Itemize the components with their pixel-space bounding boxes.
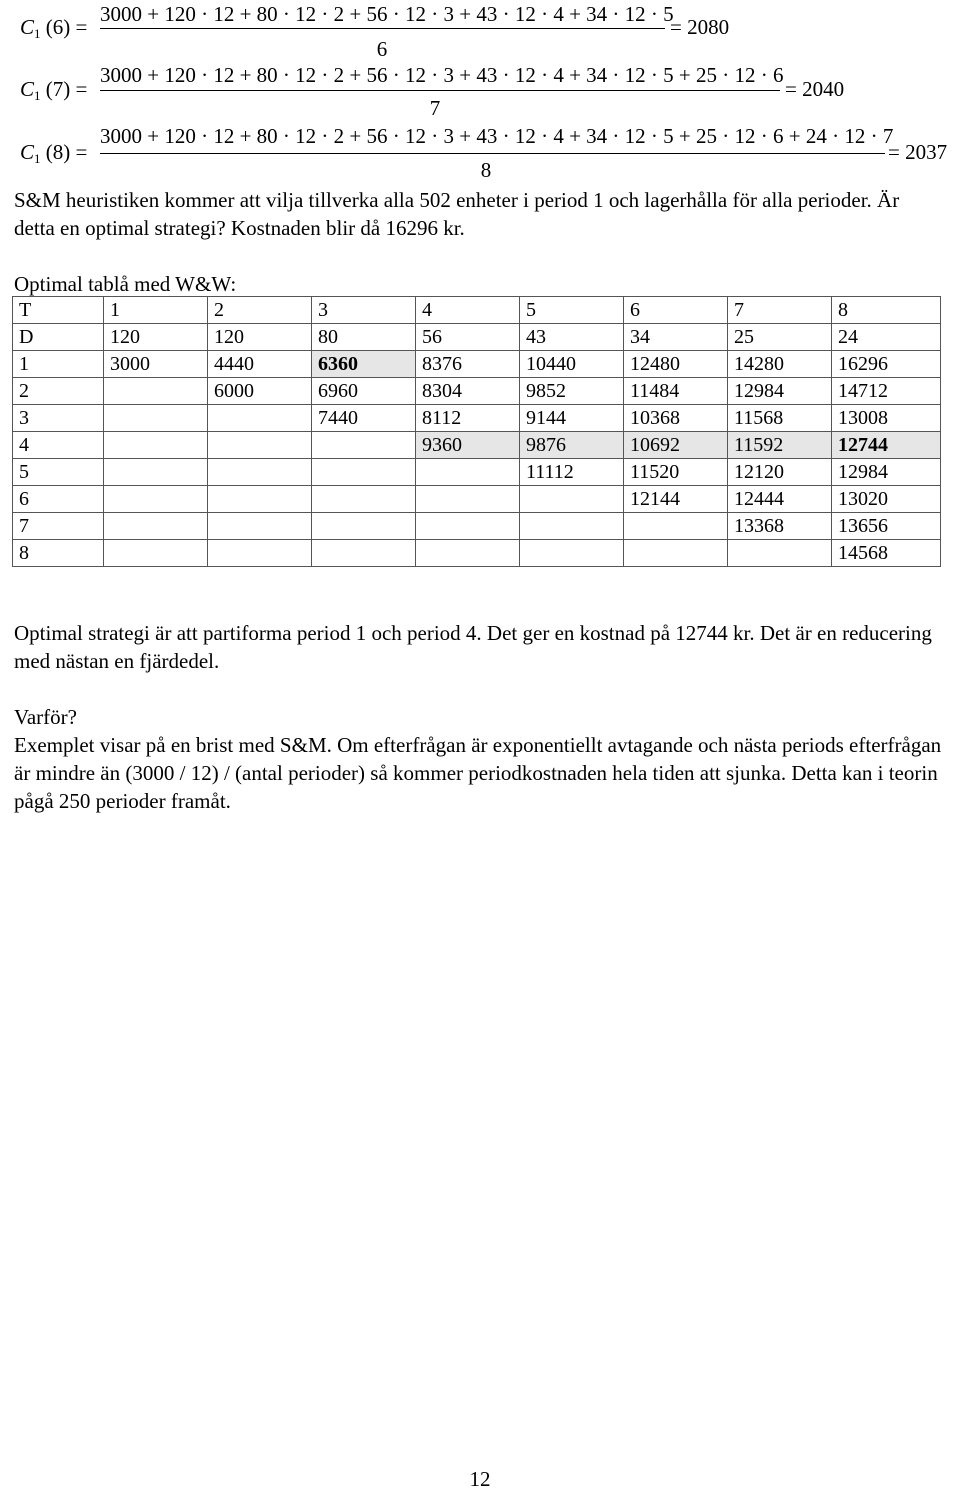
equation-c-symbol: C xyxy=(20,140,35,164)
table-cell: 12744 xyxy=(832,432,941,459)
table-cell xyxy=(208,513,312,540)
equation-denominator: 8 xyxy=(480,158,492,182)
table-cell xyxy=(104,432,208,459)
equation-result: = 2040 xyxy=(785,77,845,101)
table-cell: 13368 xyxy=(728,513,832,540)
table-row xyxy=(13,486,941,513)
table-row xyxy=(13,459,941,486)
fraction-bar xyxy=(100,153,885,154)
table-cell: 34 xyxy=(624,324,728,351)
table-cell xyxy=(312,486,416,513)
table-row-label: 8 xyxy=(13,540,104,567)
table-cell xyxy=(208,405,312,432)
table-cell: 8112 xyxy=(416,405,520,432)
table-cell: 8304 xyxy=(416,378,520,405)
table-cell xyxy=(104,486,208,513)
table-cell: 3000 xyxy=(104,351,208,378)
table-cell: 6360 xyxy=(312,351,416,378)
table-cell xyxy=(104,459,208,486)
table-cell: 8376 xyxy=(416,351,520,378)
table-row xyxy=(13,540,941,567)
table-cell: 12984 xyxy=(832,459,941,486)
table-cell xyxy=(520,513,624,540)
table-cell: 9360 xyxy=(416,432,520,459)
sm-heuristic-paragraph: S&M heuristiken kommer att vilja tillverka alla 502 enheter i period 1 och lagerhålla för alla perioder. Är detta en optimal strategi? Kostnaden blir då 16296 kr. xyxy=(14,188,900,240)
table-cell: 43 xyxy=(520,324,624,351)
table-row xyxy=(13,324,941,351)
table-cell: 80 xyxy=(312,324,416,351)
table-cell: 25 xyxy=(728,324,832,351)
table-cell: 9144 xyxy=(520,405,624,432)
equation-c-symbol: C xyxy=(20,15,35,39)
table-cell: 7440 xyxy=(312,405,416,432)
table-cell: 12120 xyxy=(728,459,832,486)
table-cell: 6960 xyxy=(312,378,416,405)
table-row-label: 7 xyxy=(13,513,104,540)
equation-numerator: 3000 + 120 · 12 + 80 · 12 · 2 + 56 · 12 · 3 + 43 · 12 · 4 + 34 · 12 · 5 + 25 · 12 · 6 xyxy=(100,63,784,87)
table-row-label: 2 xyxy=(13,378,104,405)
table-cell xyxy=(416,540,520,567)
table-cell xyxy=(104,405,208,432)
table-row xyxy=(13,351,941,378)
table-cell xyxy=(104,513,208,540)
table-cell: 16296 xyxy=(832,351,941,378)
table-cell xyxy=(312,432,416,459)
table-header-row xyxy=(13,297,941,324)
table-row-label: 4 xyxy=(13,432,104,459)
equation-subscript: 1 xyxy=(34,151,41,166)
table-row-label: 5 xyxy=(13,459,104,486)
table-cell xyxy=(104,540,208,567)
table-cell xyxy=(208,540,312,567)
table-cell: 13656 xyxy=(832,513,941,540)
table-cell xyxy=(520,540,624,567)
table-cell: 9876 xyxy=(520,432,624,459)
table-cell: 4440 xyxy=(208,351,312,378)
table-row-label: 3 xyxy=(13,405,104,432)
table-cell xyxy=(416,513,520,540)
table-cell: 10692 xyxy=(624,432,728,459)
table-cell xyxy=(312,459,416,486)
table-cell: 12984 xyxy=(728,378,832,405)
table-cell: 11592 xyxy=(728,432,832,459)
table-cell: 14712 xyxy=(832,378,941,405)
table-caption: Optimal tablå med W&W: xyxy=(14,272,237,296)
equation-result: = 2080 xyxy=(670,15,730,39)
table-cell: 11112 xyxy=(520,459,624,486)
table-cell: 6 xyxy=(624,297,728,324)
equation-subscript: 1 xyxy=(34,26,41,41)
table-row xyxy=(13,378,941,405)
table-cell xyxy=(728,540,832,567)
equation-lhs xyxy=(20,142,87,165)
table-cell: 11568 xyxy=(728,405,832,432)
equation-result: = 2037 xyxy=(888,140,948,164)
table-cell: 14568 xyxy=(832,540,941,567)
fraction-bar xyxy=(100,90,780,91)
table-cell: 3 xyxy=(312,297,416,324)
table-cell: 56 xyxy=(416,324,520,351)
table-cell: 13020 xyxy=(832,486,941,513)
table-cell: 10440 xyxy=(520,351,624,378)
explanation-paragraph: Exemplet visar på en brist med S&M. Om efterfrågan är exponentiellt avtagande och nästa periods efterfrågan är mindre än (3000 / 12) / (antal perioder) så kommer periodkostnaden hela tiden att sjunka. Detta kan i teorin pågå 250 perioder framåt. xyxy=(14,733,942,813)
table-cell xyxy=(208,459,312,486)
table-cell: 12144 xyxy=(624,486,728,513)
table-cell: 13008 xyxy=(832,405,941,432)
equation-numerator: 3000 + 120 · 12 + 80 · 12 · 2 + 56 · 12 · 3 + 43 · 12 · 4 + 34 · 12 · 5 + 25 · 12 · 6 + 24 · 12 · 7 xyxy=(100,124,894,148)
conclusion-paragraph: Optimal strategi är att partiforma period 1 och period 4. Det ger en kostnad på 12744 kr. Det är en reducering med nästan en fjärdedel. xyxy=(14,621,932,673)
page-number: 12 xyxy=(469,1467,491,1491)
table-row xyxy=(13,405,941,432)
table-cell xyxy=(104,378,208,405)
table-cell: 6000 xyxy=(208,378,312,405)
equation-argument: (6) = xyxy=(45,15,88,39)
equation-denominator: 7 xyxy=(429,96,441,120)
table-cell: 1 xyxy=(104,297,208,324)
table-cell: 120 xyxy=(208,324,312,351)
equation-argument: (7) = xyxy=(45,77,88,101)
table-cell xyxy=(416,486,520,513)
table-cell: 10368 xyxy=(624,405,728,432)
table-row-label: T xyxy=(13,297,104,324)
fraction-bar xyxy=(100,28,665,29)
table-cell: 11520 xyxy=(624,459,728,486)
table-cell: 2 xyxy=(208,297,312,324)
table-cell: 9852 xyxy=(520,378,624,405)
wagner-whitin-table xyxy=(12,296,941,567)
equation-numerator: 3000 + 120 · 12 + 80 · 12 · 2 + 56 · 12 · 3 + 43 · 12 · 4 + 34 · 12 · 5 xyxy=(100,2,674,26)
table-cell: 4 xyxy=(416,297,520,324)
table-cell: 24 xyxy=(832,324,941,351)
table-cell: 8 xyxy=(832,297,941,324)
equation-denominator: 6 xyxy=(376,37,388,61)
table-cell xyxy=(312,513,416,540)
equation-c-symbol: C xyxy=(20,77,35,101)
table-cell xyxy=(624,513,728,540)
table-cell: 11484 xyxy=(624,378,728,405)
table-row-label: D xyxy=(13,324,104,351)
table-cell xyxy=(208,486,312,513)
table-row-label: 1 xyxy=(13,351,104,378)
table-cell xyxy=(520,486,624,513)
table-cell: 12480 xyxy=(624,351,728,378)
table-cell xyxy=(208,432,312,459)
table-row-label: 6 xyxy=(13,486,104,513)
table-row xyxy=(13,432,941,459)
equation-lhs xyxy=(20,79,87,102)
equation-subscript: 1 xyxy=(34,88,41,103)
table-cell: 7 xyxy=(728,297,832,324)
equation-lhs xyxy=(20,17,87,40)
table-row xyxy=(13,513,941,540)
why-question: Varför? xyxy=(14,705,77,729)
table-cell xyxy=(416,459,520,486)
equation-argument: (8) = xyxy=(45,140,88,164)
table-cell: 120 xyxy=(104,324,208,351)
table-cell xyxy=(624,540,728,567)
table-cell: 14280 xyxy=(728,351,832,378)
table-cell xyxy=(312,540,416,567)
table-cell: 5 xyxy=(520,297,624,324)
table-cell: 12444 xyxy=(728,486,832,513)
